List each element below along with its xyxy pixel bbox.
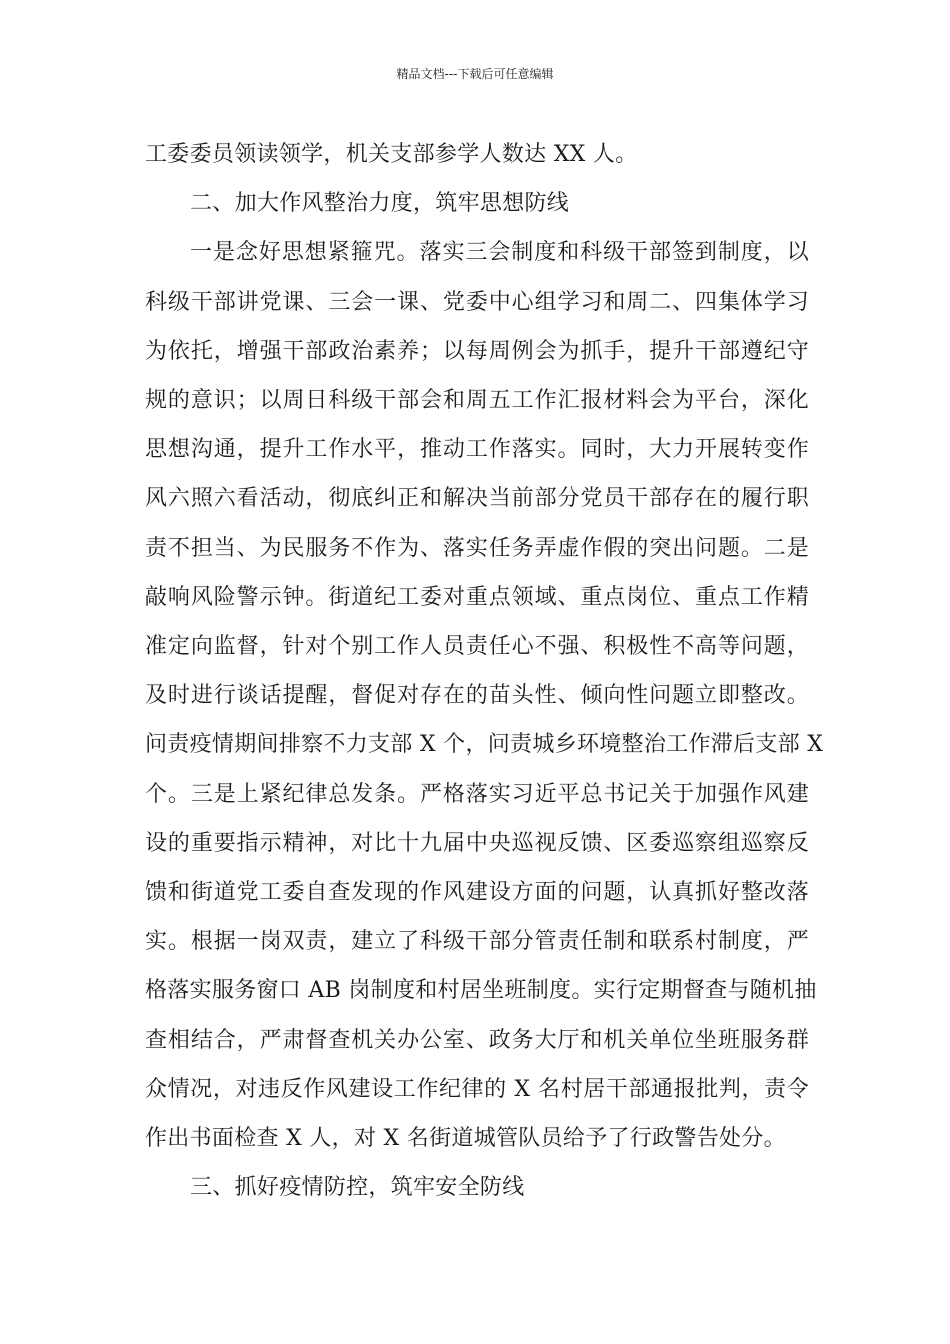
text-line: 作出书面检查 X 人，对 X 名街道城管队员给予了行政警告处分。	[145, 1126, 786, 1152]
text-line: 问责疫情期间排察不力支部 X 个，问责城乡环境整治工作滞后支部 X	[145, 732, 824, 758]
text-line: 规的意识；以周日科级干部会和周五工作汇报材料会为平台，深化	[145, 388, 809, 414]
text-line: 责不担当、为民服务不作为、落实任务弄虚作假的突出问题。二是	[145, 535, 809, 561]
text-line: 馈和街道党工委自查发现的作风建设方面的问题，认真抓好整改落	[145, 880, 809, 906]
text-line: 设的重要指示精神，对比十九届中央巡视反馈、区委巡察组巡察反	[145, 830, 809, 856]
text-line: 思想沟通，提升工作水平，推动工作落实。同时，大力开展转变作	[145, 437, 809, 463]
text-line: 工委委员领读领学，机关支部参学人数达 XX 人。	[145, 142, 638, 167]
text-line: 查相结合，严肃督查机关办公室、政务大厅和机关单位坐班服务群	[145, 1027, 809, 1053]
text-line: 实。根据一岗双责，建立了科级干部分管责任制和联系村制度，严	[145, 929, 809, 955]
text-line: 一是念好思想紧箍咒。落实三会制度和科级干部签到制度，以	[190, 240, 809, 266]
text-line: 准定向监督，针对个别工作人员责任心不强、积极性不高等问题，	[145, 634, 809, 660]
text-line: 格落实服务窗口 AB 岗制度和村居坐班制度。实行定期督查与随机抽	[145, 978, 817, 1004]
section-heading-3	[145, 1163, 809, 1212]
text-line: 及时进行谈话提醒，督促对存在的苗头性、倾向性问题立即整改。	[145, 683, 809, 709]
text-line: 三、抓好疫情防控，筑牢安全防线	[190, 1175, 525, 1201]
text-line: 敲响风险警示钟。街道纪工委对重点领域、重点岗位、重点工作精	[145, 584, 809, 610]
page-header: 精品文档---下载后可任意编辑	[396, 67, 554, 81]
text-line: 众情况，对违反作风建设工作纪律的 X 名村居干部通报批判，责令	[145, 1076, 809, 1102]
text-line: 科级干部讲党课、三会一课、党委中心组学习和周二、四集体学习	[145, 289, 809, 315]
section-heading-2	[145, 179, 809, 228]
text-line: 风六照六看活动，彻底纠正和解决当前部分党员干部存在的履行职	[145, 486, 809, 512]
paragraph-continuation	[145, 130, 809, 179]
text-line: 个。三是上紧纪律总发条。严格落实习近平总书记关于加强作风建	[145, 781, 809, 807]
paragraph-work-style	[145, 228, 824, 1163]
document-body	[145, 130, 824, 1212]
text-line: 二、加大作风整治力度，筑牢思想防线	[190, 191, 570, 217]
text-line: 为依托，增强干部政治素养；以每周例会为抓手，提升干部遵纪守	[145, 338, 809, 364]
